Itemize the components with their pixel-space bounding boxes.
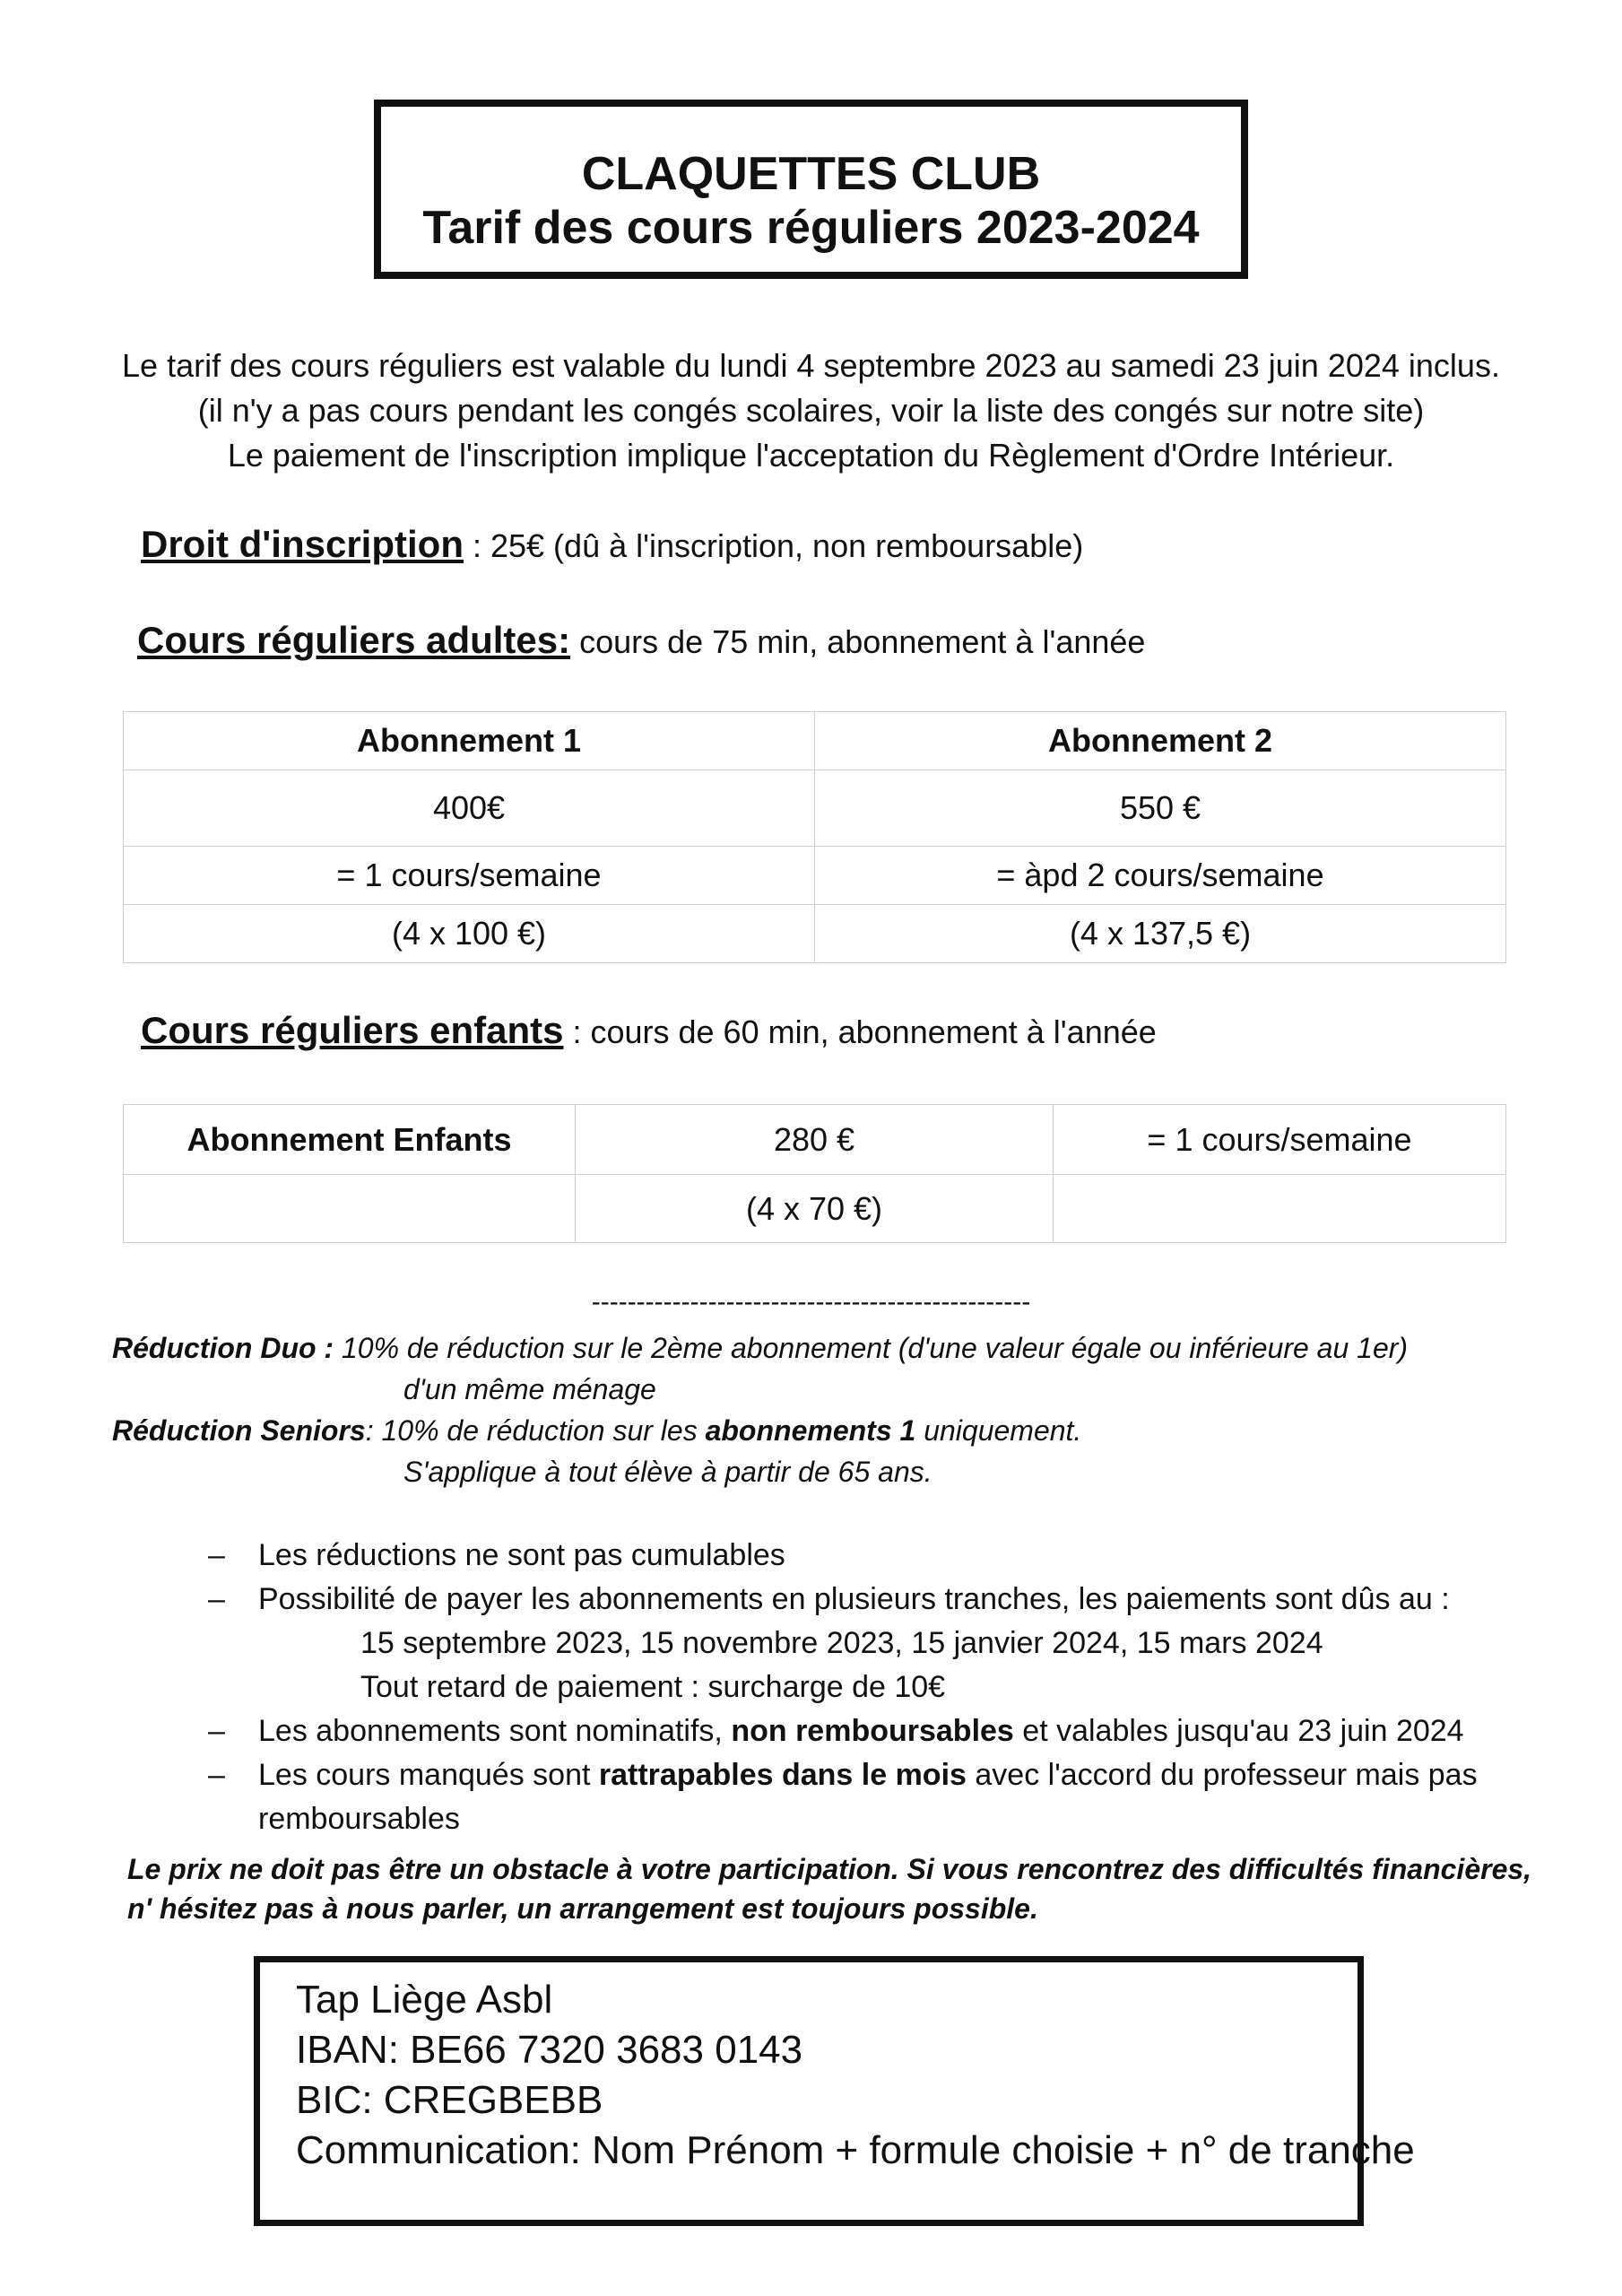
financial-note	[127, 1849, 1531, 1928]
list-item-text: Les cours manqués sont	[258, 1758, 599, 1792]
droit-inscription	[141, 523, 1083, 566]
table-cell: = 1 cours/semaine	[1054, 1105, 1506, 1175]
adultes-table	[123, 711, 1506, 963]
list-item-text: et valables jusqu'au 23 juin 2024	[1013, 1714, 1464, 1748]
enfants-section	[141, 1009, 1157, 1052]
list-item-bold: non remboursables	[731, 1714, 1014, 1748]
late-payment: Tout retard de paiement : surcharge de 10€	[360, 1670, 946, 1704]
seniors-text: : 10% de réduction sur les	[365, 1414, 706, 1447]
note-line: n' hésitez pas à nous parler, un arrangement est toujours possible.	[127, 1892, 1038, 1925]
list-item	[208, 1709, 1478, 1753]
payment-dates: 15 septembre 2023, 15 novembre 2023, 15 janvier 2024, 15 mars 2024	[360, 1626, 1323, 1660]
note-line: Le prix ne doit pas être un obstacle à votre participation. Si vous rencontrez des difficultés financières,	[127, 1853, 1532, 1885]
reduction-duo-line2: d'un même ménage	[403, 1373, 656, 1405]
dash-bullet: –	[208, 1538, 225, 1572]
dash-bullet: –	[208, 1714, 225, 1748]
table-header: Abonnement 2	[815, 712, 1506, 770]
list-item-text: avec l'accord du professeur mais pas	[966, 1758, 1478, 1792]
bank-iban: IBAN: BE66 7320 3683 0143	[296, 2028, 803, 2072]
seniors-label: Réduction Seniors	[112, 1414, 366, 1447]
list-item-text: Possibilité de payer les abonnements en plusieurs tranches, les paiements sont dûs au :	[258, 1582, 1450, 1616]
table-cell: (4 x 100 €)	[124, 905, 815, 963]
table-cell: 280 €	[576, 1105, 1054, 1175]
list-item	[208, 1753, 1478, 1797]
duo-label: Réduction Duo :	[112, 1332, 334, 1364]
intro-line: Le paiement de l'inscription implique l'acceptation du Règlement d'Ordre Intérieur.	[227, 437, 1395, 474]
enfants-heading: Cours réguliers enfants	[141, 1009, 564, 1051]
duo-text: 10% de réduction sur le 2ème abonnement (d'une valeur égale ou inférieure au 1er)	[334, 1332, 1409, 1364]
page-subtitle: Tarif des cours réguliers 2023-2024	[422, 202, 1200, 254]
list-item-text: Les réductions ne sont pas cumulables	[258, 1538, 785, 1572]
table-cell: = 1 cours/semaine	[124, 847, 815, 905]
reduction-duo	[112, 1327, 1408, 1369]
bank-name: Tap Liège Asbl	[296, 1978, 553, 2022]
list-item	[208, 1578, 1478, 1622]
intro-text	[0, 344, 1622, 478]
droit-text: : 25€ (dû à l'inscription, non remboursable)	[463, 527, 1084, 564]
intro-line: (il n'y a pas cours pendant les congés scolaires, voir la liste des congés sur notre site)	[197, 392, 1425, 429]
table-cell: 400€	[124, 770, 815, 847]
droit-heading: Droit d'inscription	[141, 523, 464, 565]
enfants-text: : cours de 60 min, abonnement à l'année	[563, 1013, 1157, 1050]
table-header: Abonnement Enfants	[124, 1105, 576, 1175]
seniors-text: uniquement.	[915, 1414, 1082, 1447]
adultes-heading: Cours réguliers adultes:	[137, 619, 571, 661]
table-cell	[124, 1175, 576, 1243]
table-cell: (4 x 70 €)	[576, 1175, 1054, 1243]
list-item-bold: rattrapables dans le mois	[598, 1758, 967, 1792]
seniors-bold: abonnements 1	[705, 1414, 916, 1447]
table-cell	[1054, 1175, 1506, 1243]
reduction-seniors	[112, 1410, 1081, 1451]
dash-bullet: –	[208, 1582, 225, 1616]
bank-communication: Communication: Nom Prénom + formule choisie + n° de tranche	[296, 2128, 1415, 2172]
adultes-section	[137, 619, 1145, 662]
adultes-text: cours de 75 min, abonnement à l'année	[570, 623, 1146, 660]
list-item-text: Les abonnements sont nominatifs,	[258, 1714, 732, 1748]
list-item	[208, 1534, 1478, 1578]
table-cell: (4 x 137,5 €)	[815, 905, 1506, 963]
bank-details-box	[254, 1956, 1415, 2226]
intro-line: Le tarif des cours réguliers est valable du lundi 4 septembre 2023 au samedi 23 juin 2024 inclus.	[122, 347, 1500, 384]
table-cell: = àpd 2 cours/semaine	[815, 847, 1506, 905]
conditions-list	[208, 1534, 1478, 1841]
page-title: CLAQUETTES CLUB	[581, 148, 1041, 200]
enfants-table	[123, 1104, 1506, 1243]
table-header: Abonnement 1	[124, 712, 815, 770]
dash-bullet: –	[208, 1758, 225, 1792]
bank-bic: BIC: CREGBEBB	[296, 2078, 603, 2122]
table-cell: 550 €	[815, 770, 1506, 847]
separator-line: -------------------------------------------------	[591, 1287, 1031, 1317]
reduction-seniors-line2: S'applique à tout élève à partir de 65 ans.	[403, 1456, 932, 1488]
list-item-continuation: remboursables	[258, 1802, 460, 1836]
title-box	[374, 100, 1248, 279]
